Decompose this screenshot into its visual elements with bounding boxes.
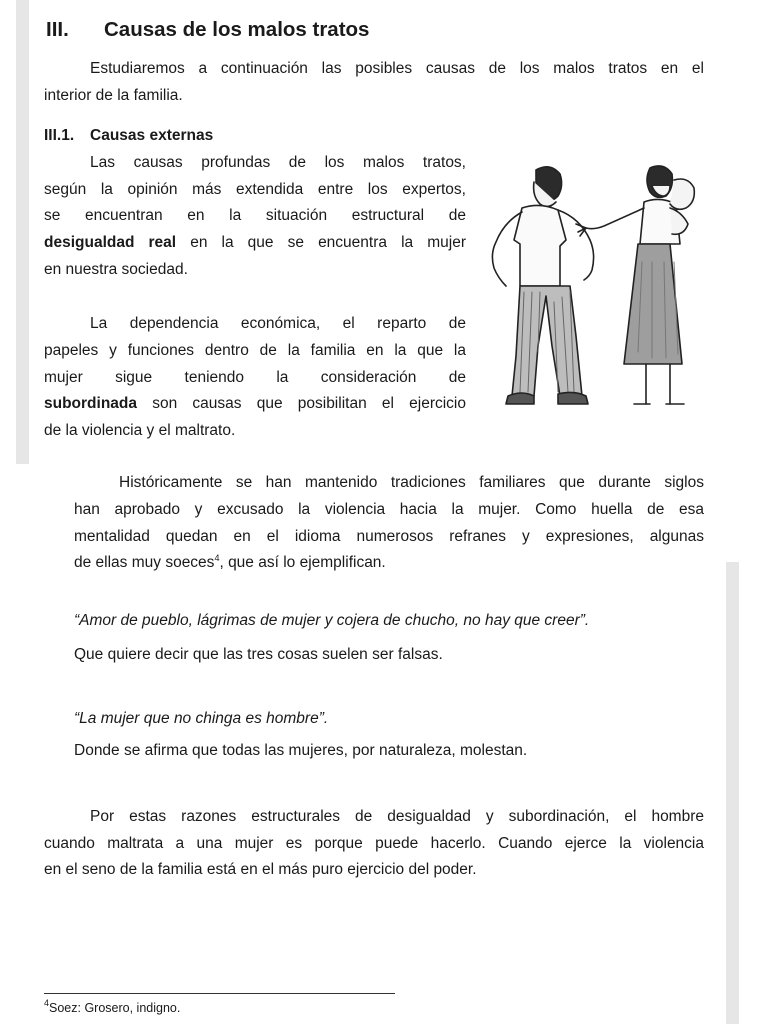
para2-line-2: papeles y funciones dentro de la familia en la que la [44,342,466,359]
para3-line-1: Históricamente se han mantenido tradiciones familiares que durante siglos [119,474,704,491]
para2-line-5: de la violencia y el maltrato. [44,422,236,439]
para4-line-2: cuando maltrata a una mujer es porque puede hacerlo. Cuando ejerce la violencia [44,835,704,852]
para1-line-4: desigualdad real en la que se encuentra la mujer [44,234,466,251]
quote-2: “La mujer que no chinga es hombre”. [74,710,329,727]
emphasis-subordinada: subordinada [44,395,138,412]
footnote [44,1000,180,1016]
section-number: III. [46,18,69,41]
para2-line-1: La dependencia económica, el reparto de [90,315,466,332]
para4-line-3: en el seno de la familia está en el más puro ejercicio del poder. [44,861,477,878]
para3-line-2: han aprobado y excusado la violencia hacia la mujer. Como huella de esa [74,501,704,518]
man-and-woman-with-baby-illustration [474,152,706,424]
quote-1-explanation: Que quiere decir que las tres cosas suelen ser falsas. [74,646,443,663]
para1-line-3: se encuentran en la situación estructural de [44,207,466,224]
intro-line-2: interior de la familia. [44,87,183,104]
section-heading [46,18,369,42]
subsection-title: Causas externas [90,127,214,144]
quote-1: “Amor de pueblo, lágrimas de mujer y cojera de chucho, no hay que creer”. [74,612,590,629]
para2-line-3: mujer sigue teniendo la consideración de [44,369,466,386]
para3-line-4: de ellas muy soeces$^4$, que así lo ejemplifican. [74,553,386,571]
footnote-marker: 4 [44,998,50,1008]
para1-line-5: en nuestra sociedad. [44,261,188,278]
para4-line-1: Por estas razones estructurales de desigualdad y subordinación, el hombre [90,808,704,825]
footnote-text: Soez: Grosero, indigno. [49,1001,181,1015]
intro-line-1: Estudiaremos a continuación las posibles causas de los malos tratos en el [90,60,704,77]
right-margin-band [726,562,739,1024]
footnote-reference: 4 [214,553,220,563]
emphasis-desigualdad-real: desigualdad real [44,234,177,251]
subsection-heading [44,127,213,145]
para2-line-4: subordinada son causas que posibilitan el ejercicio [44,395,466,412]
left-margin-band [16,0,29,464]
para1-line-1: Las causas profundas de los malos tratos, [90,154,466,171]
quote-2-explanation: Donde se afirma que todas las mujeres, por naturaleza, molestan. [74,742,528,759]
section-title: Causas de los malos tratos [104,18,370,41]
subsection-number: III.1. [44,127,75,144]
para3-line-3: mentalidad quedan en el idioma numerosos refranes y expresiones, algunas [74,528,704,545]
footnote-divider [44,993,395,994]
para1-line-2: según la opinión más extendida entre los expertos, [44,181,466,198]
